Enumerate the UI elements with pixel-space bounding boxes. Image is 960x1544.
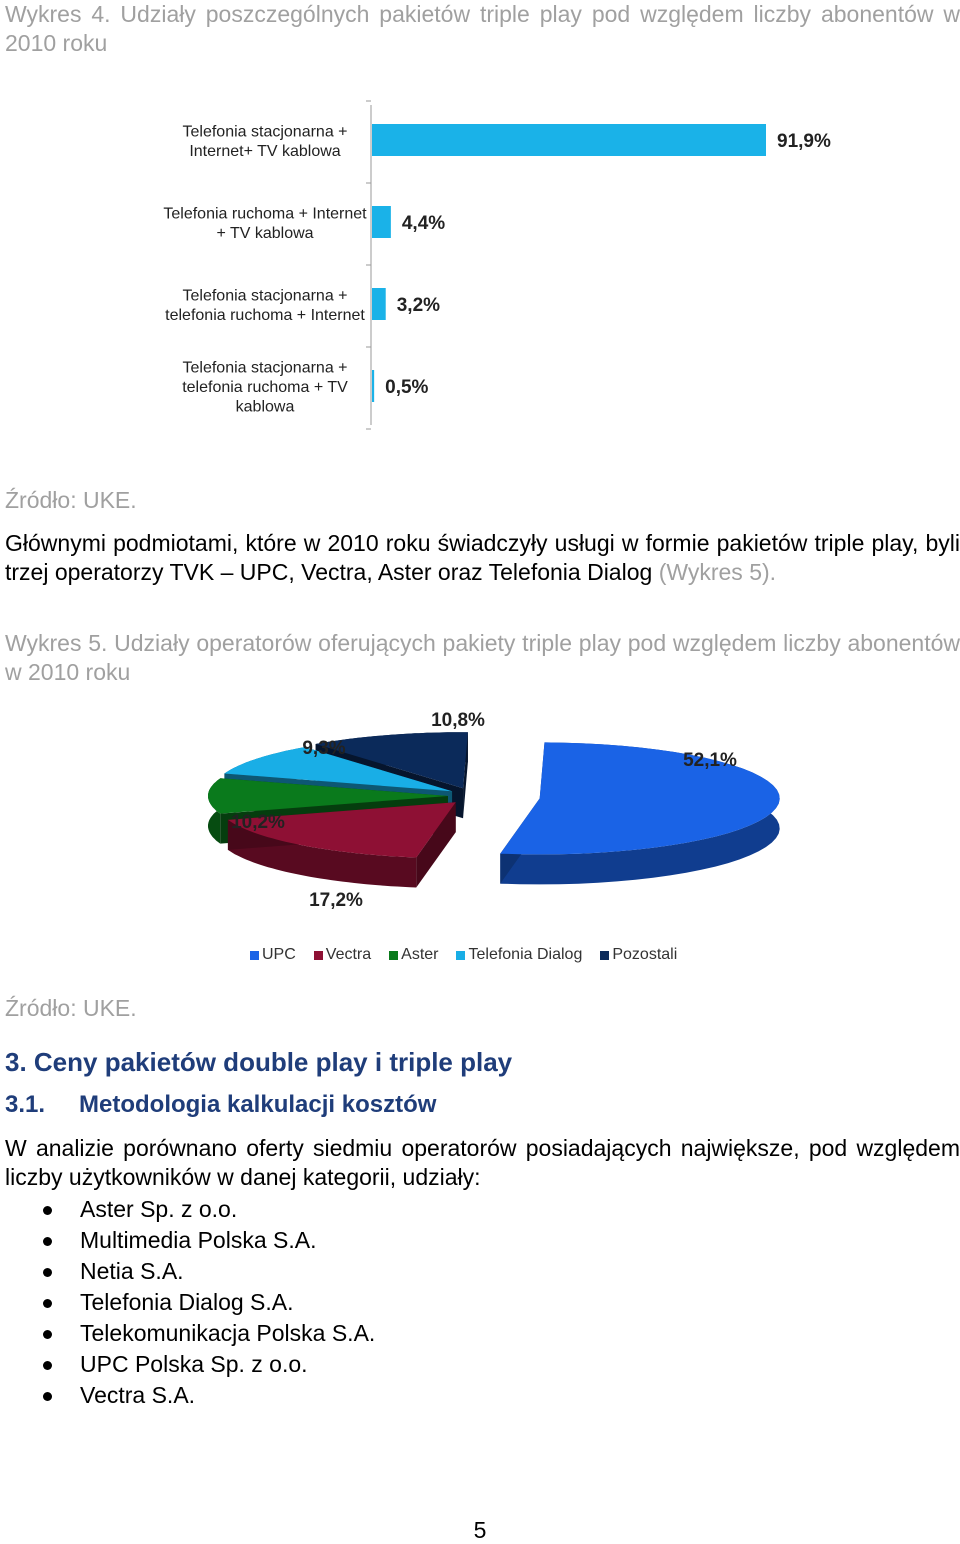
bar-category-label: Telefonia stacjonarna + [182, 123, 348, 141]
legend-item [389, 946, 438, 964]
pie-chart [0, 700, 960, 930]
bar-value-label: 91,9% [777, 131, 831, 152]
figure-4-caption: Wykres 4. Udziały poszczególnych pakietów triple play pod względem liczby abonentów w 2010 roku [5, 1, 960, 56]
bar-value-label: 3,2% [396, 295, 441, 316]
paragraph-operators-text: Głównymi podmiotami, które w 2010 roku świadczyły usługi w formie pakietów triple play, byli trzej operatorzy TVK – UPC, Vectra, Aster oraz Telefonia Dialog [5, 530, 960, 585]
pie-value-label: 10,8% [431, 710, 485, 731]
operator-list [0, 1194, 375, 1411]
list-item: UPC Polska Sp. z o.o. [0, 1349, 375, 1380]
figure-5-reference: (Wykres 5). [658, 559, 777, 585]
list-item: Netia S.A. [0, 1256, 375, 1287]
bar-chart [0, 105, 960, 435]
legend-swatch [250, 951, 259, 960]
legend-swatch [456, 951, 465, 960]
bar-category-label: kablowa [235, 398, 295, 416]
list-item: Telefonia Dialog S.A. [0, 1287, 375, 1318]
source-note-1: Źródło: UKE. [5, 487, 137, 513]
legend-label: Vectra [325, 946, 372, 963]
bar-category-label: Internet+ TV kablowa [189, 142, 341, 160]
legend-swatch [389, 951, 398, 960]
legend-item [314, 946, 371, 964]
paragraph-analysis: W analizie porównano oferty siedmiu operatorów posiadających największe, pod względem liczby użytkowników w danej kategorii, udziały: [5, 1135, 960, 1190]
legend-label: Telefonia Dialog [468, 946, 583, 963]
legend-item [456, 946, 582, 964]
pie-value-label: 52,1% [683, 750, 737, 771]
bar-3 [372, 370, 374, 402]
legend-item [250, 946, 296, 964]
list-item: Aster Sp. z o.o. [0, 1194, 375, 1225]
legend-label: UPC [262, 946, 296, 963]
bar-category-label: telefonia ruchoma + Internet [165, 306, 365, 324]
bar-2 [372, 288, 386, 320]
bar-category-label: telefonia ruchoma + TV [182, 379, 348, 396]
figure-5-caption: Wykres 5. Udziały operatorów oferujących pakiety triple play pod względem liczby abonentów w 2010 roku [5, 630, 960, 685]
bar-category-label: Telefonia stacjonarna + [182, 287, 348, 305]
paragraph-operators [5, 529, 960, 587]
legend-item [600, 946, 677, 964]
legend-swatch [600, 951, 609, 960]
bar-value-label: 4,4% [401, 213, 446, 234]
pie-value-label: 17,2% [309, 890, 363, 911]
subsection-heading [5, 1091, 436, 1119]
pie-slice-0 [500, 742, 779, 884]
subsection-number: 3.1. [5, 1091, 46, 1118]
bar-value-label: 0,5% [385, 377, 429, 398]
page-number: 5 [473, 1517, 487, 1543]
bar-category-label: Telefonia ruchoma + Internet [163, 205, 367, 223]
pie-legend [250, 946, 677, 964]
bar-1 [372, 206, 391, 238]
pie-value-label: 10,2% [231, 812, 285, 833]
legend-label: Aster [401, 946, 439, 963]
subsection-title: Metodologia kalkulacji kosztów [79, 1091, 437, 1118]
list-item: Vectra S.A. [0, 1380, 375, 1411]
legend-swatch [314, 951, 323, 960]
bar-0 [372, 124, 766, 156]
list-item: Multimedia Polska S.A. [0, 1225, 375, 1256]
pie-value-label: 9,3% [302, 738, 346, 759]
bar-category-label: + TV kablowa [216, 224, 314, 242]
list-item: Telekomunikacja Polska S.A. [0, 1318, 375, 1349]
bar-category-label: Telefonia stacjonarna + [182, 359, 348, 377]
section-heading: 3. Ceny pakietów double play i triple play [5, 1047, 513, 1077]
legend-label: Pozostali [612, 946, 678, 963]
source-note-2: Źródło: UKE. [5, 995, 137, 1021]
